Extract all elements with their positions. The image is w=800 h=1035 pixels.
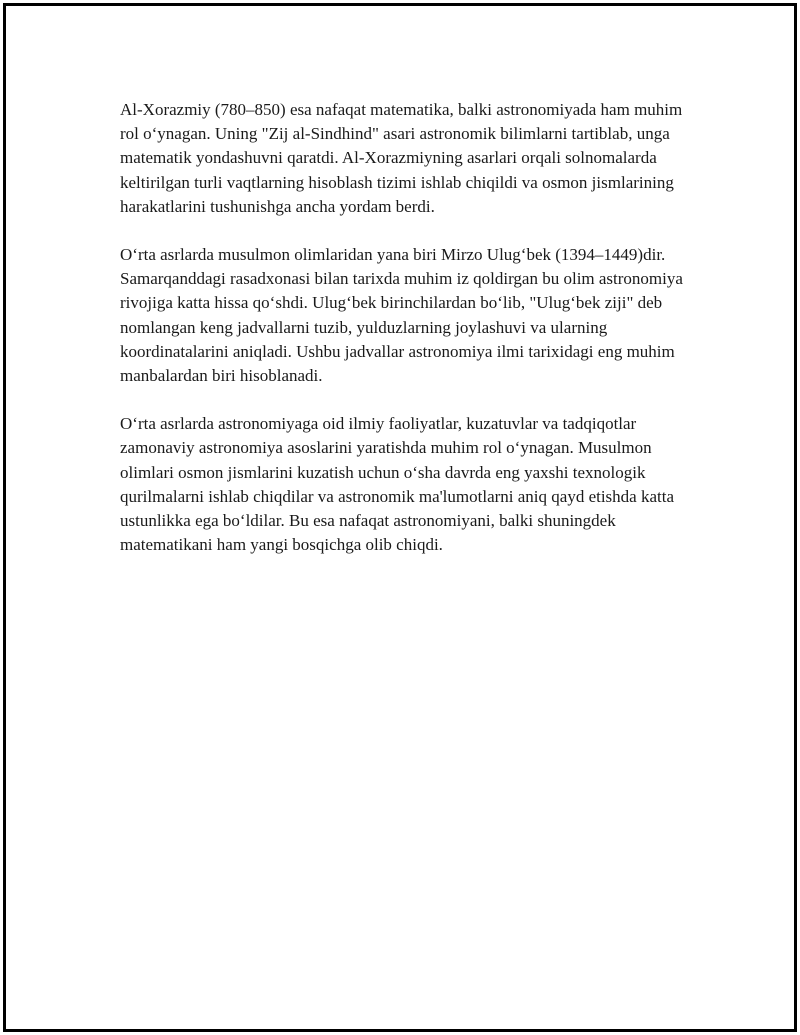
paragraph-ulugbek: O‘rta asrlarda musulmon olimlaridan yana biri Mirzo Ulug‘bek (1394–1449)dir. Samarqanddagi rasadxonasi bilan tarixda muhim iz qoldirgan bu olim astronomiya rivojiga katta hissa qo‘shdi. Ulug‘bek birinchilardan bo‘lib, "Ulug‘bek ziji" deb nomlangan keng jadvallarni tuzib, yulduzlarning joylashuvi va ularning koordinatalarini aniqladi. Ushbu jadvallar astronomiya ilmi tarixidagi eng muhim manbalardan biri hisoblanadi.	[120, 245, 683, 386]
paragraph-medieval-astronomy: O‘rta asrlarda astronomiyaga oid ilmiy faoliyatlar, kuzatuvlar va tadqiqotlar zamonaviy astronomiya asoslarini yaratishda muhim rol o‘ynagan. Musulmon olimlari osmon jismlarini kuzatish uchun o‘sha davrda eng yaxshi texnologik qurilmalarni ishlab chiqdilar va astronomik ma'lumotlarni aniq qayd etishda katta ustunlikka ega bo‘ldilar. Bu esa nafaqat astronomiyani, balki shuningdek matematikani ham yangi bosqichga olib chiqdi.	[120, 414, 675, 555]
page-border	[3, 3, 797, 1032]
document-body	[120, 98, 700, 581]
paragraph-al-xorazmiy: Al-Xorazmiy (780–850) esa nafaqat matematika, balki astronomiyada ham muhim rol o‘ynagan. Uning "Zij al-Sindhind" asari astronomik bilimlarni tartiblab, unga matematik yondashuvni qaratdi. Al-Xorazmiyning asarlari orqali solnomalarda keltirilgan turli vaqtlarning hisoblash tizimi ishlab chiqildi va osmon jismlarining harakatlarini tushunishga ancha yordam berdi.	[120, 100, 683, 216]
